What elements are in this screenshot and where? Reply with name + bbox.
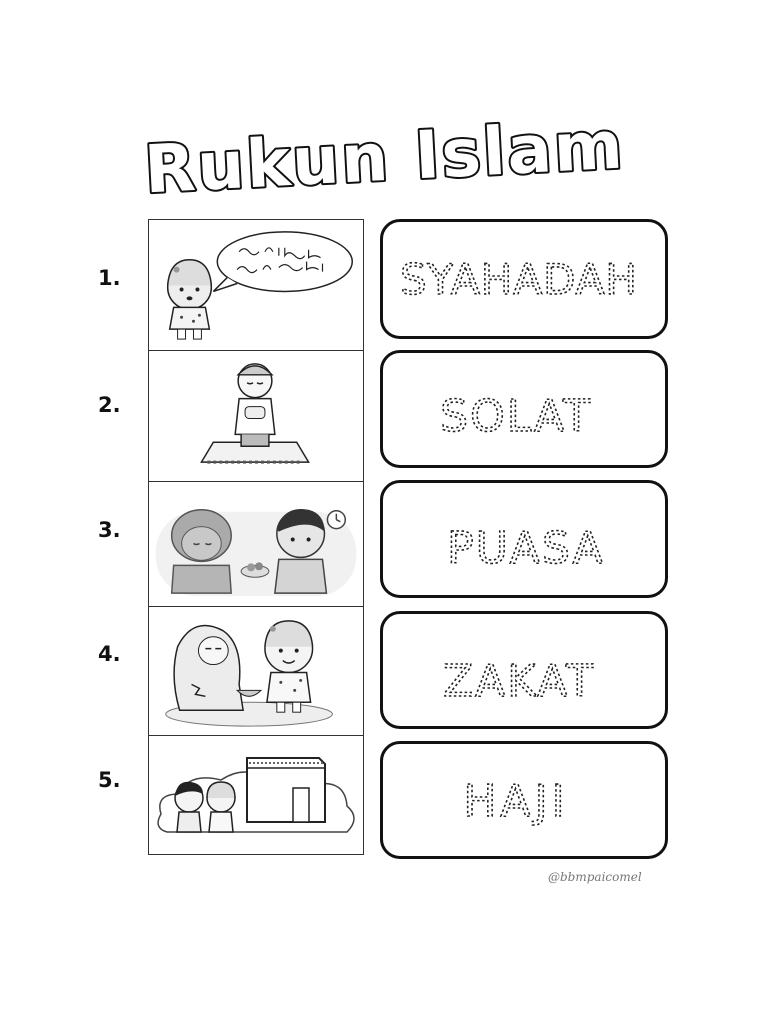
word-solat: SOLAT (440, 391, 592, 442)
title-text: Rukun Islam (142, 106, 627, 208)
word-box-1 (380, 219, 668, 339)
row-number-5: 5. (98, 768, 121, 792)
girl-reciting-syahadah-illustration (149, 220, 363, 351)
row-number-1: 1. (98, 266, 121, 290)
row-number-2: 2. (98, 393, 121, 417)
row-number-4: 4. (98, 642, 121, 666)
word-haji: HAJI (463, 776, 569, 827)
children-fasting-illustration (149, 482, 363, 607)
boy-praying-on-mat-illustration (149, 351, 363, 482)
girl-giving-to-old-woman-illustration (149, 607, 363, 736)
word-box-3 (380, 480, 668, 598)
page-title (120, 88, 648, 208)
title-bubble-lettering (120, 88, 648, 208)
word-box-5 (380, 741, 668, 859)
picture-column (148, 219, 364, 855)
children-at-kaabah-illustration (149, 736, 363, 854)
word-box-4 (380, 611, 668, 729)
word-zakat: ZAKAT (443, 656, 595, 707)
row-number-3: 3. (98, 518, 121, 542)
credit-watermark: @bbmpaicomel (548, 870, 642, 884)
word-puasa: PUASA (447, 523, 605, 574)
word-syahadah: SYAHADAH (399, 255, 639, 304)
word-box-2 (380, 350, 668, 468)
